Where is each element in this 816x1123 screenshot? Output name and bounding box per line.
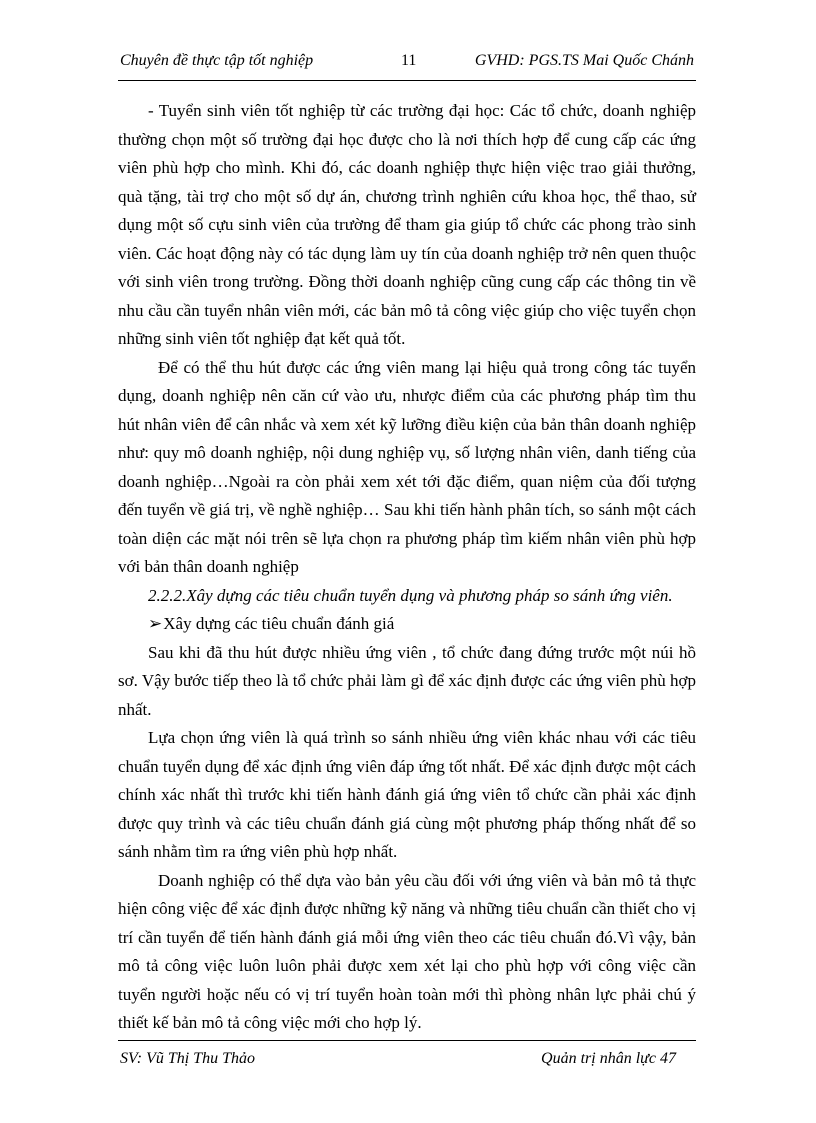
bullet-item: [118, 610, 696, 639]
section-heading: 2.2.2.Xây dựng các tiêu chuẩn tuyển dụng và phương pháp so sánh ứng viên.: [148, 585, 673, 605]
footer-divider: [118, 1040, 696, 1041]
page-body: [118, 97, 696, 1038]
footer-student-name: SV: Vũ Thị Thu Thảo: [120, 1050, 255, 1067]
page-header: [118, 52, 696, 76]
paragraph-candidate-selection: Lựa chọn ứng viên là quá trình so sánh nhiều ứng viên khác nhau với các tiêu chuẩn tuyển dụng để xác định ứng viên đáp ứng tốt nhất. Để xác định được một cách chính xác nhất thì trước khi tiến hành đánh giá ứng viên tổ chức cần phải xác định được quy trình và các tiêu chuẩn đánh giá cùng một phương pháp thống nhất để so sánh nhằm tìm ra ứng viên phù hợp nhất.: [118, 728, 696, 861]
header-divider: [118, 80, 696, 81]
header-advisor: GVHD: PGS.TS Mai Quốc Chánh: [474, 52, 694, 69]
page-footer: [118, 1050, 696, 1074]
arrow-bullet-icon: ➢: [148, 614, 163, 633]
header-page-number: 11: [401, 52, 417, 69]
paragraph-job-description: Doanh nghiệp có thể dựa vào bản yêu cầu đối với ứng viên và bản mô tả thực hiện công việc để xác định được những kỹ năng và những tiêu chuẩn cần thiết cho vị trí cần tuyển để tiến hành đánh giá mỗi ứng viên theo các tiêu chuẩn đó.Vì vậy, bản mô tả công việc luôn luôn phải được xem xét lại cho phù hợp với công việc cần tuyển người hoặc nếu có vị trí tuyển hoàn toàn mới thì phòng nhân lực phải chú ý thiết kế bản mô tả công việc mới cho hợp lý.: [118, 870, 696, 1032]
paragraph-recruit-graduates: - Tuyển sinh viên tốt nghiệp từ các trường đại học: Các tổ chức, doanh nghiệp thường chọn một số trường đại học được cho là nơi thích hợp để cung cấp các ứng viên phù hợp cho mình. Khi đó, các doanh nghiệp thực hiện việc trao giải thưởng, quà tặng, tài trợ cho một số dự án, chương trình nghiên cứu khoa học, thể thao, sử dụng một số cựu sinh viên của trường để tham gia giúp tổ chức các phong trào sinh viên. Các hoạt động này có tác dụng làm uy tín của doanh nghiệp trở nên quen thuộc với sinh viên trong trường. Đồng thời doanh nghiệp cũng cung cấp các thông tin về nhu cầu cần tuyển nhân viên mới, các bản mô tả công việc giúp cho việc tuyển chọn những sinh viên tốt nghiệp đạt kết quả tốt.: [118, 101, 696, 348]
bullet-item-label: Xây dựng các tiêu chuẩn đánh giá: [163, 614, 395, 633]
paragraph-attract-candidates: Để có thể thu hút được các ứng viên mang lại hiệu quả trong công tác tuyển dụng, doanh nghiệp nên căn cứ vào ưu, nhược điểm của các phương pháp tìm thu hút nhân viên để cân nhắc và xem xét kỹ lưỡng điều kiện của bản thân doanh nghiệp như: quy mô doanh nghiệp, nội dung nghiệp vụ, số lượng nhân viên, danh tiếng của doanh nghiệp…Ngoài ra còn phải xem xét tới đặc điểm, quan niệm của đối tượng đến tuyển về giá trị, về nghề nghiệp… Sau khi tiến hành phân tích, so sánh một cách toàn diện các mặt nói trên sẽ lựa chọn ra phương pháp tìm kiếm nhân viên phù hợp với bản thân doanh nghiệp: [118, 357, 696, 576]
header-document-title: Chuyên đề thực tập tốt nghiệp: [120, 52, 314, 69]
footer-course: Quản trị nhân lực 47: [541, 1050, 676, 1067]
paragraph-after-attracting: Sau khi đã thu hút được nhiều ứng viên , tổ chức đang đứng trước một núi hồ sơ. Vậy bước tiếp theo là tổ chức phải làm gì để xác định được các ứng viên phù hợp nhất.: [118, 642, 696, 719]
